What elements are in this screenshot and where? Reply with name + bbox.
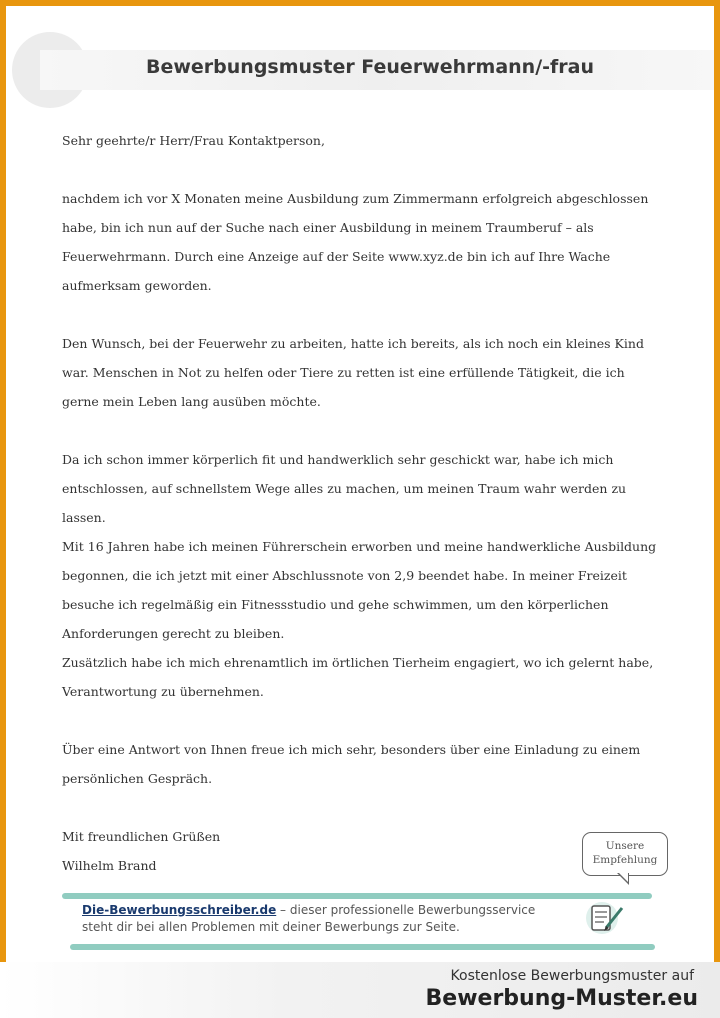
text-line: habe, bin ich nun auf der Suche nach einer Ausbildung in meinem Traumberuf – als bbox=[62, 220, 594, 235]
service-line-1 bbox=[82, 902, 582, 919]
page-title: Bewerbungsmuster Feuerwehrmann/-frau bbox=[145, 56, 595, 78]
service-text: – dieser professionelle Bewerbungsservice bbox=[276, 903, 536, 917]
text-line: Über eine Antwort von Ihnen freue ich mich sehr, besonders über eine Einladung zu einem bbox=[62, 742, 641, 757]
paragraph-2 bbox=[62, 329, 662, 416]
recommendation-bubble bbox=[582, 832, 668, 876]
text-line: war. Menschen in Not zu helfen oder Tiere zu retten ist eine erfüllende Tätigkeit, die ich bbox=[62, 365, 625, 380]
bubble-line: Empfehlung bbox=[592, 854, 658, 866]
clipboard-pencil-icon bbox=[580, 898, 628, 936]
text-line: Den Wunsch, bei der Feuerwehr zu arbeiten, hatte ich bereits, als ich noch ein kleines Kind bbox=[62, 336, 644, 351]
paragraph-1 bbox=[62, 184, 662, 300]
text-line: Mit 16 Jahren habe ich meinen Führerschein erworben und meine handwerkliche Ausbildung bbox=[62, 539, 657, 554]
text-line: entschlossen, auf schnellstem Wege alles zu machen, um meinen Traum wahr werden zu bbox=[62, 481, 627, 496]
service-link[interactable]: Die-Bewerbungsschreiber.de bbox=[82, 903, 277, 917]
teal-stroke-bottom bbox=[70, 944, 655, 950]
service-line-2: steht dir bei allen Problemen mit deiner Bewerbungs zur Seite. bbox=[82, 920, 460, 934]
signature: Wilhelm Brand bbox=[62, 858, 157, 873]
text-line: aufmerksam geworden. bbox=[62, 278, 212, 293]
text-line: gerne mein Leben lang ausüben möchte. bbox=[62, 394, 321, 409]
text-line: begonnen, die ich jetzt mit einer Abschlussnote von 2,9 beendet habe. In meiner Freizeit bbox=[62, 568, 627, 583]
paragraph-4 bbox=[62, 735, 662, 793]
text-line: nachdem ich vor X Monaten meine Ausbildung zum Zimmermann erfolgreich abgeschlossen bbox=[62, 191, 649, 206]
text-line: Da ich schon immer körperlich fit und handwerklich sehr geschickt war, habe ich mich bbox=[62, 452, 614, 467]
text-line: Anforderungen gerecht zu bleiben. bbox=[62, 626, 285, 641]
service-promo bbox=[82, 902, 582, 936]
salutation: Sehr geehrte/r Herr/Frau Kontaktperson, bbox=[62, 133, 325, 148]
paragraph-3 bbox=[62, 445, 662, 706]
text-line: persönlichen Gespräch. bbox=[62, 771, 213, 786]
bubble-tail-inner bbox=[619, 873, 628, 882]
text-line: Feuerwehrmann. Durch eine Anzeige auf der Seite www.xyz.de bin ich auf Ihre Wache bbox=[62, 249, 611, 264]
text-line: besuche ich regelmäßig ein Fitnessstudio und gehe schwimmen, um den körperlichen bbox=[62, 597, 609, 612]
footer-site-name[interactable]: Bewerbung-Muster.eu bbox=[425, 986, 698, 1011]
teal-stroke-top bbox=[62, 893, 652, 899]
letter-body bbox=[62, 126, 662, 880]
text-line: Verantwortung zu übernehmen. bbox=[62, 684, 264, 699]
text-line: Zusätzlich habe ich mich ehrenamtlich im örtlichen Tierheim engagiert, wo ich gelernt habe, bbox=[62, 655, 654, 670]
footer-tagline: Kostenlose Bewerbungsmuster auf bbox=[450, 968, 694, 984]
text-line: lassen. bbox=[62, 510, 106, 525]
closing: Mit freundlichen Grüßen bbox=[62, 829, 221, 844]
bubble-line: Unsere bbox=[605, 840, 645, 852]
